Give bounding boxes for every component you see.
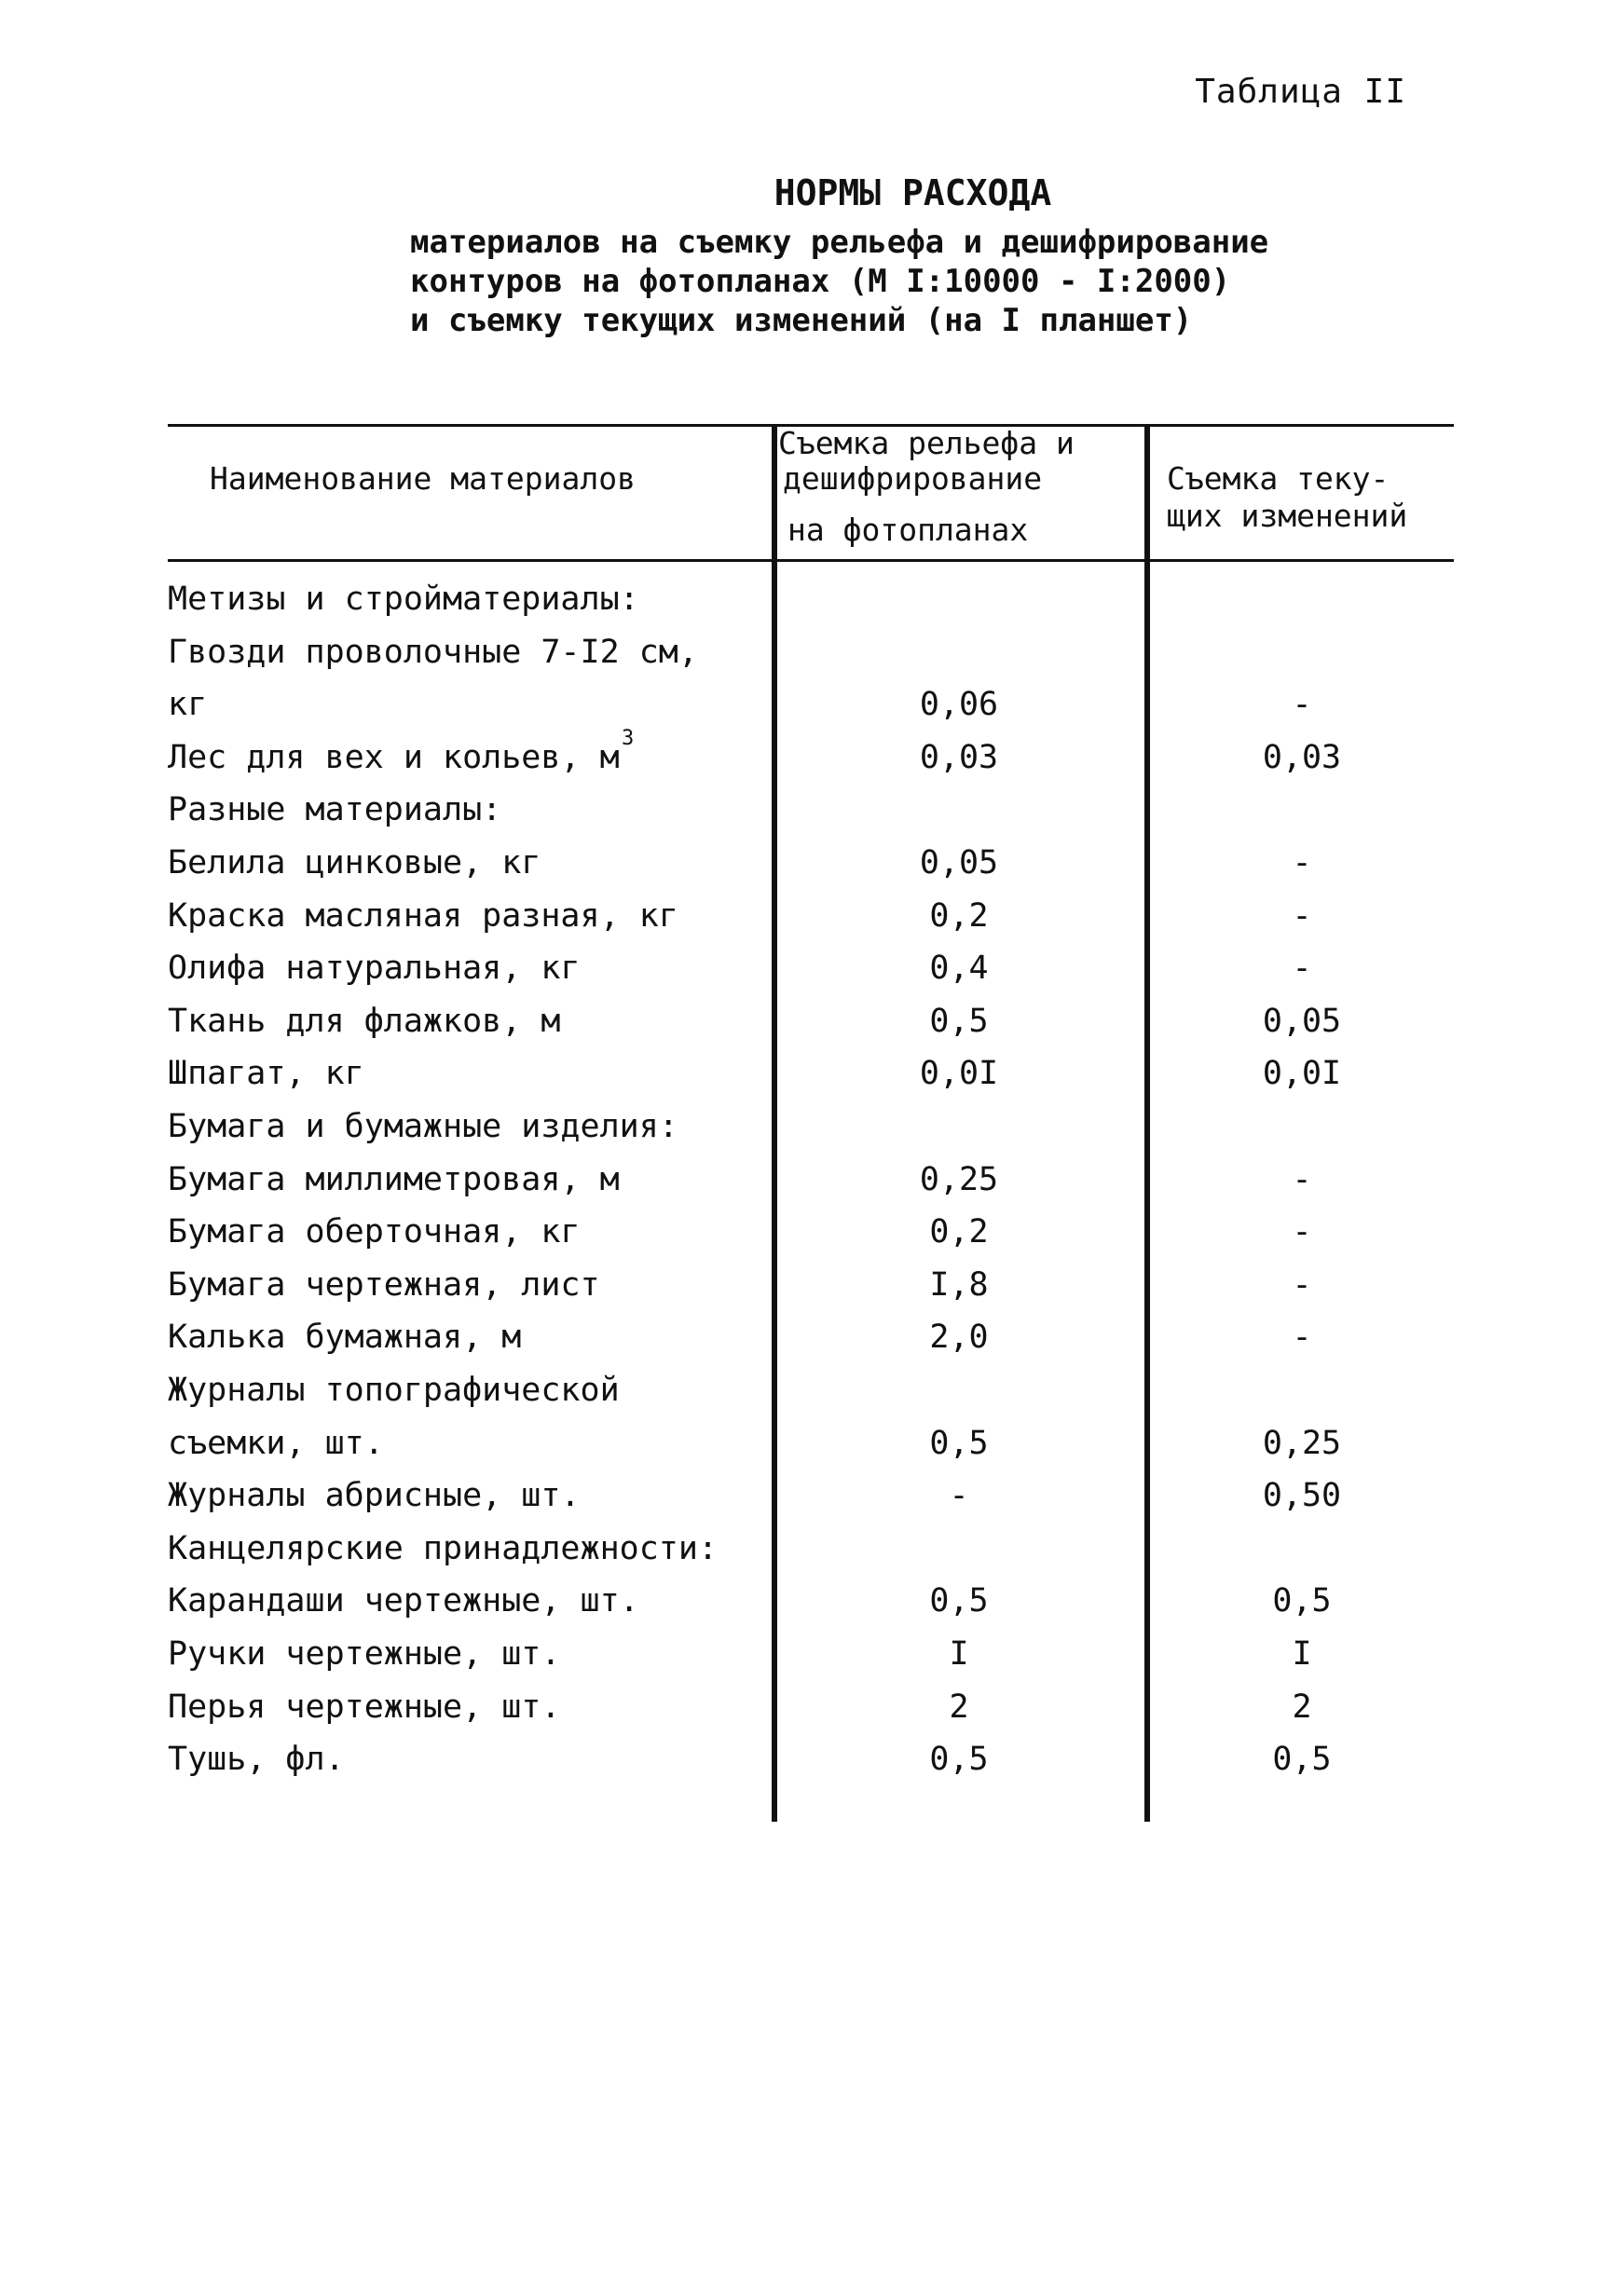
table-row (168, 1047, 1454, 1100)
table-row (168, 1417, 1454, 1470)
table-row (168, 1628, 1454, 1681)
value-current-changes: 0,25 (1262, 1424, 1342, 1462)
value-relief-survey: 2 (949, 1688, 969, 1726)
header-col1-line-3: на фотопланах (787, 512, 1029, 548)
value-relief-survey: 0,5 (929, 1582, 989, 1620)
material-name: Разные материалы: (168, 791, 502, 829)
document-subtitle-line-2: контуров на фотопланах (М I:10000 - I:2000) (410, 263, 1231, 300)
value-current-changes: 2 (1292, 1688, 1312, 1726)
material-name: Краска масляная разная, кг (168, 896, 678, 935)
value-relief-survey: 0,5 (929, 1002, 989, 1040)
value-relief-survey: I,8 (929, 1265, 989, 1304)
value-relief-survey: 0,06 (919, 686, 999, 724)
material-name: Карандаши чертежные, шт. (168, 1582, 639, 1620)
header-col1-line-1: Съемка рельефа и (778, 425, 1075, 461)
value-current-changes: - (1292, 1160, 1312, 1198)
material-name: Лес для вех и кольев, м (168, 738, 620, 776)
table-row (168, 995, 1454, 1048)
material-name: Тушь, фл. (168, 1741, 345, 1779)
header-col2-line-1: Съемка теку- (1167, 460, 1390, 497)
table-row (168, 784, 1454, 837)
table-row (168, 837, 1454, 890)
material-name: Канцелярские принадлежности: (168, 1529, 719, 1567)
material-name: Перья чертежные, шт. (168, 1688, 561, 1726)
value-relief-survey: 0,05 (919, 844, 999, 882)
value-current-changes: 0,05 (1262, 1002, 1342, 1040)
value-relief-survey: 0,03 (919, 738, 999, 776)
table-row: Лес для вех и кольев, м 3 0,03 0,03 (168, 731, 1454, 785)
norms-table (168, 424, 1454, 1822)
table-row (168, 1523, 1454, 1576)
document-subtitle-line-3: и съемку текущих изменений (на I планшет) (410, 302, 1193, 339)
table-row (168, 1100, 1454, 1154)
value-current-changes: 0,03 (1262, 738, 1342, 776)
value-current-changes: 0,5 (1272, 1741, 1332, 1779)
value-relief-survey: 0,2 (929, 896, 989, 935)
value-current-changes: 0,0I (1262, 1055, 1342, 1093)
value-current-changes: - (1292, 686, 1312, 724)
table-row (168, 1311, 1454, 1364)
value-current-changes: 0,5 (1272, 1582, 1332, 1620)
material-name: Калька бумажная, м (168, 1319, 522, 1357)
value-current-changes: - (1292, 950, 1312, 988)
value-current-changes: - (1292, 1265, 1312, 1304)
value-relief-survey: 0,5 (929, 1424, 989, 1462)
value-current-changes: I (1292, 1635, 1312, 1673)
value-current-changes: 0,50 (1262, 1477, 1342, 1515)
document-title: НОРМЫ РАСХОДА (774, 172, 1052, 213)
material-name: Бумага и бумажные изделия: (168, 1108, 678, 1145)
material-name: кг (168, 686, 208, 724)
table-row (168, 890, 1454, 943)
header-col1-line-2: дешифрирование (783, 460, 1043, 497)
table-row (168, 1733, 1454, 1786)
table-row (168, 1364, 1454, 1417)
material-name: Бумага оберточная, кг (168, 1213, 581, 1251)
value-relief-survey: 2,0 (929, 1319, 989, 1357)
material-name: Олифа натуральная, кг (168, 950, 581, 988)
table-row (168, 1259, 1454, 1312)
material-name: Шпагат, кг (168, 1055, 364, 1093)
table-row (168, 942, 1454, 995)
material-name: Бумага миллиметровая, м (168, 1160, 620, 1198)
header-col2-line-2: щих изменений (1167, 498, 1408, 534)
value-relief-survey: - (949, 1477, 969, 1515)
table-header-rule (168, 559, 1454, 562)
page-label: Таблица II (1195, 73, 1406, 111)
table-row (168, 1681, 1454, 1734)
material-name: Гвозди проволочные 7-I2 см, (168, 633, 698, 671)
value-current-changes: - (1292, 1319, 1312, 1357)
material-name: Белила цинковые, кг (168, 844, 541, 882)
document-subtitle-line-1: материалов на съемку рельефа и дешифрирование (410, 224, 1269, 261)
value-relief-survey: 0,2 (929, 1213, 989, 1251)
header-materials-name: Наименование материалов (210, 460, 636, 497)
value-relief-survey: 0,25 (919, 1160, 999, 1198)
table-row (168, 1154, 1454, 1207)
value-current-changes: - (1292, 844, 1312, 882)
material-name: Журналы топографической (168, 1372, 620, 1409)
table-row (168, 1206, 1454, 1259)
material-name: Метизы и стройматериалы: (168, 581, 639, 618)
table-row (168, 626, 1454, 679)
material-name: Ручки чертежные, шт. (168, 1635, 561, 1673)
material-name: Журналы абрисные, шт. (168, 1477, 581, 1515)
material-name: Бумага чертежная, лист (168, 1265, 600, 1304)
table-row (168, 573, 1454, 626)
value-relief-survey: I (949, 1635, 969, 1673)
material-name: съемки, шт. (168, 1424, 384, 1462)
value-relief-survey: 0,5 (929, 1741, 989, 1779)
table-row (168, 678, 1454, 731)
table-row (168, 1575, 1454, 1628)
value-relief-survey: 0,4 (929, 950, 989, 988)
value-relief-survey: 0,0I (919, 1055, 999, 1093)
value-current-changes: - (1292, 896, 1312, 935)
value-current-changes: - (1292, 1213, 1312, 1251)
material-name: Ткань для флажков, м (168, 1002, 561, 1040)
table-row (168, 1469, 1454, 1523)
